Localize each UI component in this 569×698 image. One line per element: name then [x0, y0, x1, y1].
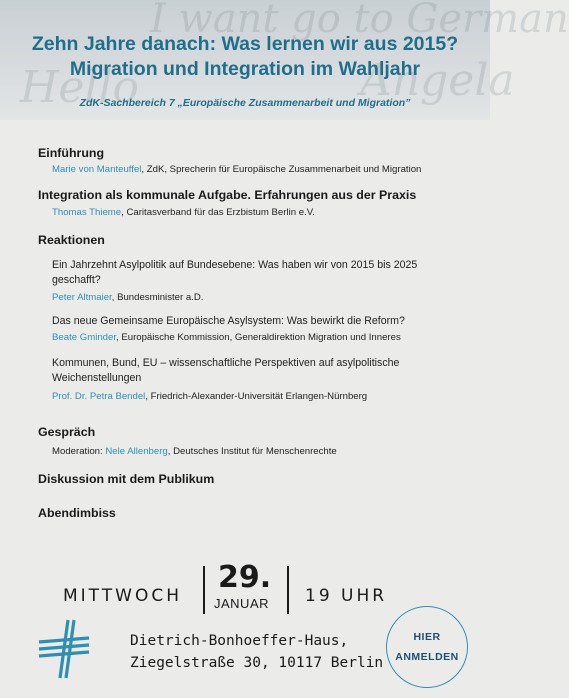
question-line: Das neue Gemeinsame Europäische Asylsystem: Was bewirkt die Reform?	[52, 315, 405, 327]
register-label-2: ANMELDEN	[395, 651, 459, 663]
speaker-line	[52, 164, 421, 175]
title-line-2: Migration und Integration im Wahljahr	[69, 58, 421, 80]
chalk-text: Hello	[20, 62, 140, 113]
speaker-role: , Caritasverband für das Erzbistum Berlin e.V.	[121, 207, 315, 218]
speaker-role: , ZdK, Sprecherin für Europäische Zusammenarbeit und Migration	[141, 164, 422, 175]
register-label-1: HIER	[413, 631, 441, 643]
speaker-name: Marie von Manteuffel	[52, 164, 142, 175]
speaker-role: , Friedrich-Alexander-Universität Erlangen-Nürnberg	[145, 391, 368, 402]
section-heading-reaktionen: Reaktionen	[38, 233, 105, 247]
question-line: Ein Jahrzehnt Asylpolitik auf Bundesebene: Was haben wir von 2015 bis 2025	[52, 259, 418, 271]
section-heading-gespraech: Gespräch	[38, 425, 96, 439]
speaker-line	[52, 332, 401, 343]
speaker-name: Thomas Thieme	[52, 207, 122, 218]
chalk-text: I want go to German	[150, 0, 569, 42]
title-line-1: Zehn Jahre danach: Was lernen wir aus 2015?	[31, 33, 459, 55]
event-subtitle: ZdK-Sachbereich 7 „Europäische Zusammenarbeit und Migration”	[79, 97, 411, 109]
reaction-question	[52, 356, 452, 386]
header-banner	[0, 0, 569, 120]
reaction-question	[52, 314, 452, 329]
register-button[interactable]	[386, 606, 468, 688]
reaction-question	[52, 258, 452, 288]
speaker-role: , Deutsches Institut für Menschenrechte	[167, 446, 337, 457]
speaker-role: , Bundesminister a.D.	[111, 292, 204, 303]
moderation-line	[52, 446, 337, 457]
section-heading-abendimbiss: Abendimbiss	[38, 506, 116, 520]
chalk-text: Angela	[360, 55, 515, 106]
section-heading-diskussion: Diskussion mit dem Publikum	[38, 472, 215, 486]
speaker-name: Peter Altmaier	[52, 292, 112, 303]
event-month: JANUAR	[214, 596, 270, 611]
question-line: geschafft?	[52, 274, 101, 286]
speaker-name: Beate Gminder	[52, 332, 116, 343]
event-weekday: MITTWOCH	[63, 586, 182, 606]
zdk-cross-logo-icon	[38, 618, 90, 680]
speaker-line	[52, 292, 203, 303]
speaker-name: Prof. Dr. Petra Bendel	[52, 391, 146, 402]
speaker-role: , Europäische Kommission, Generaldirektion Migration und Inneres	[116, 332, 401, 343]
venue-line-2: Ziegelstraße 30, 10117 Berlin	[130, 655, 384, 671]
speaker-line	[52, 391, 367, 402]
question-line: Weichenstellungen	[52, 372, 142, 384]
event-title	[0, 32, 490, 82]
event-day: 29.	[218, 560, 272, 595]
moderation-label: Moderation:	[52, 446, 106, 457]
question-line: Kommunen, Bund, EU – wissenschaftliche Perspektiven auf asylpolitische	[52, 357, 400, 369]
speaker-line	[52, 207, 315, 218]
event-time: 19 UHR	[305, 586, 388, 606]
divider	[287, 566, 289, 614]
speaker-name: Nele Allenberg	[105, 446, 168, 457]
divider	[203, 566, 205, 614]
event-venue	[130, 630, 383, 674]
section-heading-einfuehrung: Einführung	[38, 146, 105, 160]
section-heading-integration: Integration als kommunale Aufgabe. Erfahrungen aus der Praxis	[38, 188, 417, 202]
venue-line-1: Dietrich-Bonhoeffer-Haus,	[130, 633, 349, 649]
